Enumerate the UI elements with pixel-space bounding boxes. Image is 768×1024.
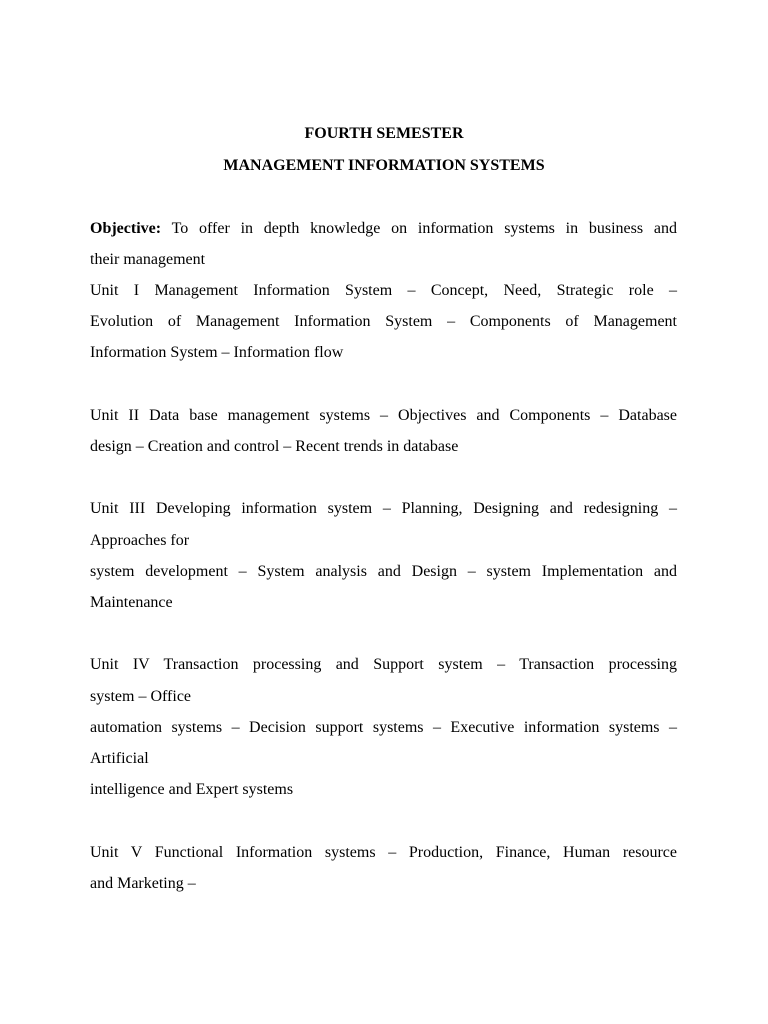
unit5-line-1: Unit V Functional Information systems – Production, Finance, Human resource — [90, 844, 677, 861]
unit4-line-2: system – Office — [90, 688, 192, 705]
unit3-line-4: Maintenance — [90, 594, 173, 611]
unit4-line-3: automation systems – Decision support systems – Executive information systems – — [90, 719, 677, 736]
unit4-line-1: Unit IV Transaction processing and Support system – Transaction processing — [90, 656, 677, 673]
unit4-line-4: Artificial — [90, 750, 149, 767]
objective-line-2: their management — [90, 251, 206, 268]
unit5-line-2: and Marketing – — [90, 875, 196, 892]
objective-line-1 — [90, 219, 677, 239]
unit4-line-5: intelligence and Expert systems — [90, 781, 294, 798]
semester-heading: FOURTH SEMESTER — [304, 125, 464, 142]
unit1-line-1: Unit I Management Information System – Concept, Need, Strategic role – — [90, 282, 677, 299]
unit3-line-3: system development – System analysis and Design – system Implementation and — [90, 563, 677, 580]
unit1-line-3: Information System – Information flow — [90, 344, 344, 361]
course-title: MANAGEMENT INFORMATION SYSTEMS — [223, 157, 545, 174]
objective-text: To offer in depth knowledge on information systems in business and — [171, 220, 677, 237]
unit1-line-2: Evolution of Management Information System – Components of Management — [90, 313, 677, 330]
unit2-line-1: Unit II Data base management systems – Objectives and Components – Database — [90, 407, 677, 424]
objective-label: Objective: — [90, 220, 162, 237]
unit3-line-2: Approaches for — [90, 532, 190, 549]
unit3-line-1: Unit III Developing information system – Planning, Designing and redesigning – — [90, 500, 677, 517]
unit2-line-2: design – Creation and control – Recent trends in database — [90, 438, 459, 455]
